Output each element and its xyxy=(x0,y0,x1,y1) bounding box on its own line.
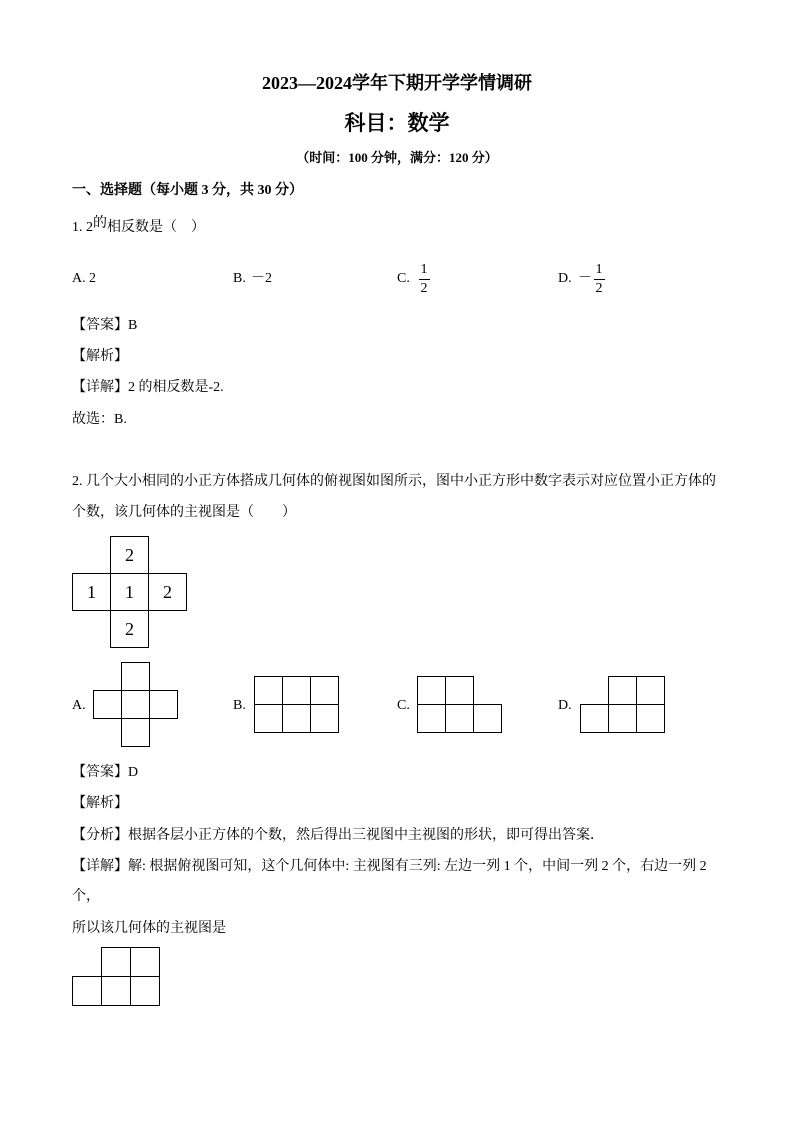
fraction-denominator: 2 xyxy=(595,281,603,296)
q1-detail: 【详解】2 的相反数是-2. xyxy=(72,380,224,395)
view-cell xyxy=(72,976,102,1006)
q1-option-a-label: A. xyxy=(72,271,86,286)
q1-option-b-value: －2 xyxy=(251,271,272,286)
view-cell xyxy=(636,704,665,733)
view-cell xyxy=(608,676,637,705)
view-cell xyxy=(93,690,122,719)
q2-analysis-label: 【解析】 xyxy=(72,796,128,811)
view-cell xyxy=(473,704,502,733)
exam-info: （时间：100 分钟，满分：120 分） xyxy=(296,150,498,165)
q2-option-c-label: C. xyxy=(397,698,410,713)
view-cell xyxy=(608,704,637,733)
view-cell xyxy=(417,704,446,733)
document-title: 2023—2024学年下期开学学情调研 xyxy=(262,73,532,93)
top-view-cell-center: 1 xyxy=(110,573,149,611)
view-cell xyxy=(445,704,474,733)
q1-conclusion: 故选：B. xyxy=(72,412,127,427)
q1-option-d-fraction xyxy=(592,262,606,297)
view-cell xyxy=(310,676,339,705)
view-cell xyxy=(636,676,665,705)
view-cell xyxy=(101,976,131,1006)
top-view-cell-right: 2 xyxy=(148,573,187,611)
q2-detail-line-2: 个， xyxy=(72,889,100,904)
top-view-cell-bottom: 2 xyxy=(110,610,149,648)
q1-option-d-label: D. xyxy=(558,271,572,286)
view-cell xyxy=(121,662,150,691)
view-cell xyxy=(130,947,160,977)
q1-option-b-label: B. xyxy=(233,271,246,286)
top-view-figure xyxy=(72,536,187,648)
q2-option-d-label: D. xyxy=(558,698,572,713)
view-cell xyxy=(310,704,339,733)
top-view-cell-left: 1 xyxy=(72,573,111,611)
view-cell xyxy=(254,676,283,705)
question-1-stem xyxy=(72,218,205,238)
question-1-stem-text: 相反数是（ ） xyxy=(107,220,205,235)
question-1-raised-char: 的 xyxy=(93,216,107,231)
q1-option-c-label: C. xyxy=(397,271,410,286)
q2-analysis: 【分析】根据各层小正方体的个数，然后得出三视图中主视图的形状，即可得出答案． xyxy=(72,828,604,843)
question-2-stem-line-2: 个数，该几何体的主视图是（ ） xyxy=(72,505,296,520)
q2-option-a-label: A. xyxy=(72,698,86,713)
question-1-number: 1. 2 xyxy=(72,220,93,235)
view-cell xyxy=(580,704,609,733)
view-cell xyxy=(282,676,311,705)
view-cell xyxy=(445,676,474,705)
q2-detail-line-1: 【详解】解: 根据俯视图可知，这个几何体中: 主视图有三列: 左边一列 1 个，中间一列 2 个，右边一列 2 xyxy=(72,859,707,874)
fraction-denominator: 2 xyxy=(420,281,428,296)
fraction-numerator: 1 xyxy=(420,262,428,277)
fraction-numerator: 1 xyxy=(595,262,603,277)
section-heading: 一、选择题（每小题 3 分，共 30 分） xyxy=(72,183,303,198)
view-cell xyxy=(282,704,311,733)
fraction-bar xyxy=(419,279,430,280)
q1-answer: 【答案】B xyxy=(72,318,138,333)
q1-option-d-sign: － xyxy=(578,271,592,286)
subject-heading: 科目：数学 xyxy=(344,111,450,135)
fraction-bar xyxy=(594,279,605,280)
view-cell xyxy=(417,676,446,705)
view-cell xyxy=(254,704,283,733)
view-cell xyxy=(101,947,131,977)
top-view-cell-top: 2 xyxy=(110,536,149,574)
question-2-stem-line-1: 2. 几个大小相同的小正方体搭成几何体的俯视图如图所示，图中小正方形中数字表示对应位置小正方体的 xyxy=(72,474,716,489)
q1-option-a-value: 2 xyxy=(89,271,96,286)
q2-option-b-label: B. xyxy=(233,698,246,713)
q1-analysis-label: 【解析】 xyxy=(72,349,128,364)
q1-option-c-fraction xyxy=(417,262,431,297)
view-cell xyxy=(149,690,178,719)
q2-conclusion: 所以该几何体的主视图是 xyxy=(72,921,226,936)
view-cell xyxy=(121,718,150,747)
q2-answer: 【答案】D xyxy=(72,765,139,780)
view-cell xyxy=(121,690,150,719)
view-cell xyxy=(130,976,160,1006)
